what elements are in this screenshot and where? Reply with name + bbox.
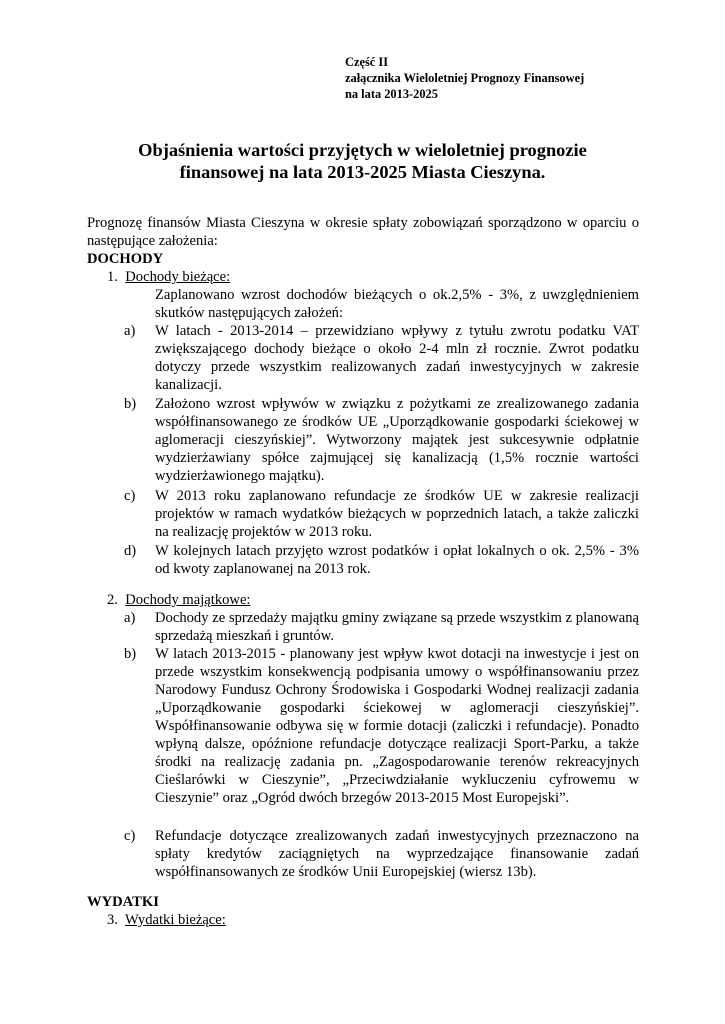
current-income-point-b — [124, 395, 639, 485]
list-item-current-income — [107, 268, 230, 286]
point-letter: b) — [124, 646, 137, 662]
point-letter: a) — [124, 610, 136, 626]
point-text: Dochody ze sprzedaży majątku gminy związane są przede wszystkim z planowaną sprzedażą mieszkań i gruntów. — [155, 610, 639, 644]
list-item-capital-income — [107, 591, 250, 609]
current-income-point-a — [124, 322, 639, 394]
capital-income-point-b — [124, 645, 639, 807]
point-text: W latach - 2013-2014 – przewidziano wpływy z tytułu zwrotu podatku VAT zwiększającego dochody bieżące o około 2-4 mln zł rocznie. Zwrot podatku dotyczy przede wszystkim realizowanych zadań inwestycyjnych w zakresie kanalizacji. — [155, 323, 639, 393]
list-label: Dochody majątkowe: — [125, 592, 251, 608]
capital-income-point-a — [124, 609, 639, 645]
point-text: W kolejnych latach przyjęto wzrost podatków i opłat lokalnych o ok. 2,5% - 3% od kwoty zaplanowanej na 2013 rok. — [155, 543, 639, 577]
list-label: Wydatki bieżące: — [125, 912, 226, 928]
list-number: 1. — [107, 269, 118, 285]
title-line-1: Objaśnienia wartości przyjętych w wieloletniej prognozie — [138, 140, 587, 160]
point-text: Refundacje dotyczące zrealizowanych zadań inwestycyjnych przeznaczono na spłaty kredytów zaciągniętych na wyprzedzające finansowanie zadań współfinansowanych ze środków Unii Europejskiej (wiersz 13b). — [155, 828, 639, 880]
current-income-point-d — [124, 542, 639, 578]
current-income-intro: Zaplanowano wzrost dochodów bieżących o ok.2,5% - 3%, z uwzględnieniem skutków następujących założeń: — [155, 287, 639, 321]
list-label: Dochody bieżące: — [125, 269, 231, 285]
point-letter: c) — [124, 828, 136, 844]
list-number: 2. — [107, 592, 118, 608]
point-letter: c) — [124, 488, 136, 504]
list-number: 3. — [107, 912, 118, 928]
point-letter: d) — [124, 543, 137, 559]
header-line-years: na lata 2013-2025 — [345, 87, 438, 101]
section-heading-expenses: WYDATKI — [87, 894, 159, 910]
point-letter: a) — [124, 323, 136, 339]
document-title — [60, 139, 665, 183]
point-text: Założono wzrost wpływów w związku z pożytkami ze zrealizowanego zadania współfinansowanego ze środków UE „Uporządkowanie gospodarki ściekowej w aglomeracji cieszyńskiej”. Wytworzony majątek jest sukcesywnie odpłatnie wydzierżawiany spółce zajmującej się kanalizacją (1,5% rocznie wartości wydzierżawionego majątku). — [155, 396, 639, 484]
header-line-attachment: załącznika Wieloletniej Prognozy Finansowej — [345, 71, 585, 85]
current-income-point-c — [124, 487, 639, 541]
attachment-header — [345, 54, 675, 102]
title-line-2: finansowej na lata 2013-2025 Miasta Cieszyna. — [179, 162, 546, 182]
capital-income-point-c — [124, 827, 639, 881]
point-text: W 2013 roku zaplanowano refundacje ze środków UE w zakresie realizacji projektów w ramach wydatków bieżących w poprzednich latach, a także zaliczki na realizację projektów w 2013 roku. — [155, 488, 639, 540]
list-item-current-expenses — [107, 911, 226, 929]
intro-paragraph: Prognozę finansów Miasta Cieszyna w okresie spłaty zobowiązań sporządzono w oparciu o następujące założenia: — [87, 215, 639, 249]
point-letter: b) — [124, 396, 137, 412]
header-line-part: Część II — [345, 55, 389, 69]
section-heading-income: DOCHODY — [87, 251, 164, 267]
point-text: W latach 2013-2015 - planowany jest wpływ kwot dotacji na inwestycje i jest on przede wszystkim konsekwencją podpisania umowy o współfinansowaniu przez Narodowy Fundusz Ochrony Środowiska i Gospodarki Wodnej realizacji zadania „Uporządkowanie gospodarki ściekowej w aglomeracji cieszyńskiej”. Współfinansowanie odbywa się w formie dotacji (zaliczki i refundacje). Ponadto wpłyną dalsze, opóźnione refundacje dotyczące realizacji Sport-Parku, a także środki na realizację zadania pn. „Zagospodarowanie terenów rekreacyjnych Cieślarówki w Cieszynie”, „Przeciwdziałanie wykluczeniu cyfrowemu w Cieszynie” oraz „Ogród dwóch brzegów 2013-2015 Most Europejski”. — [155, 646, 639, 806]
